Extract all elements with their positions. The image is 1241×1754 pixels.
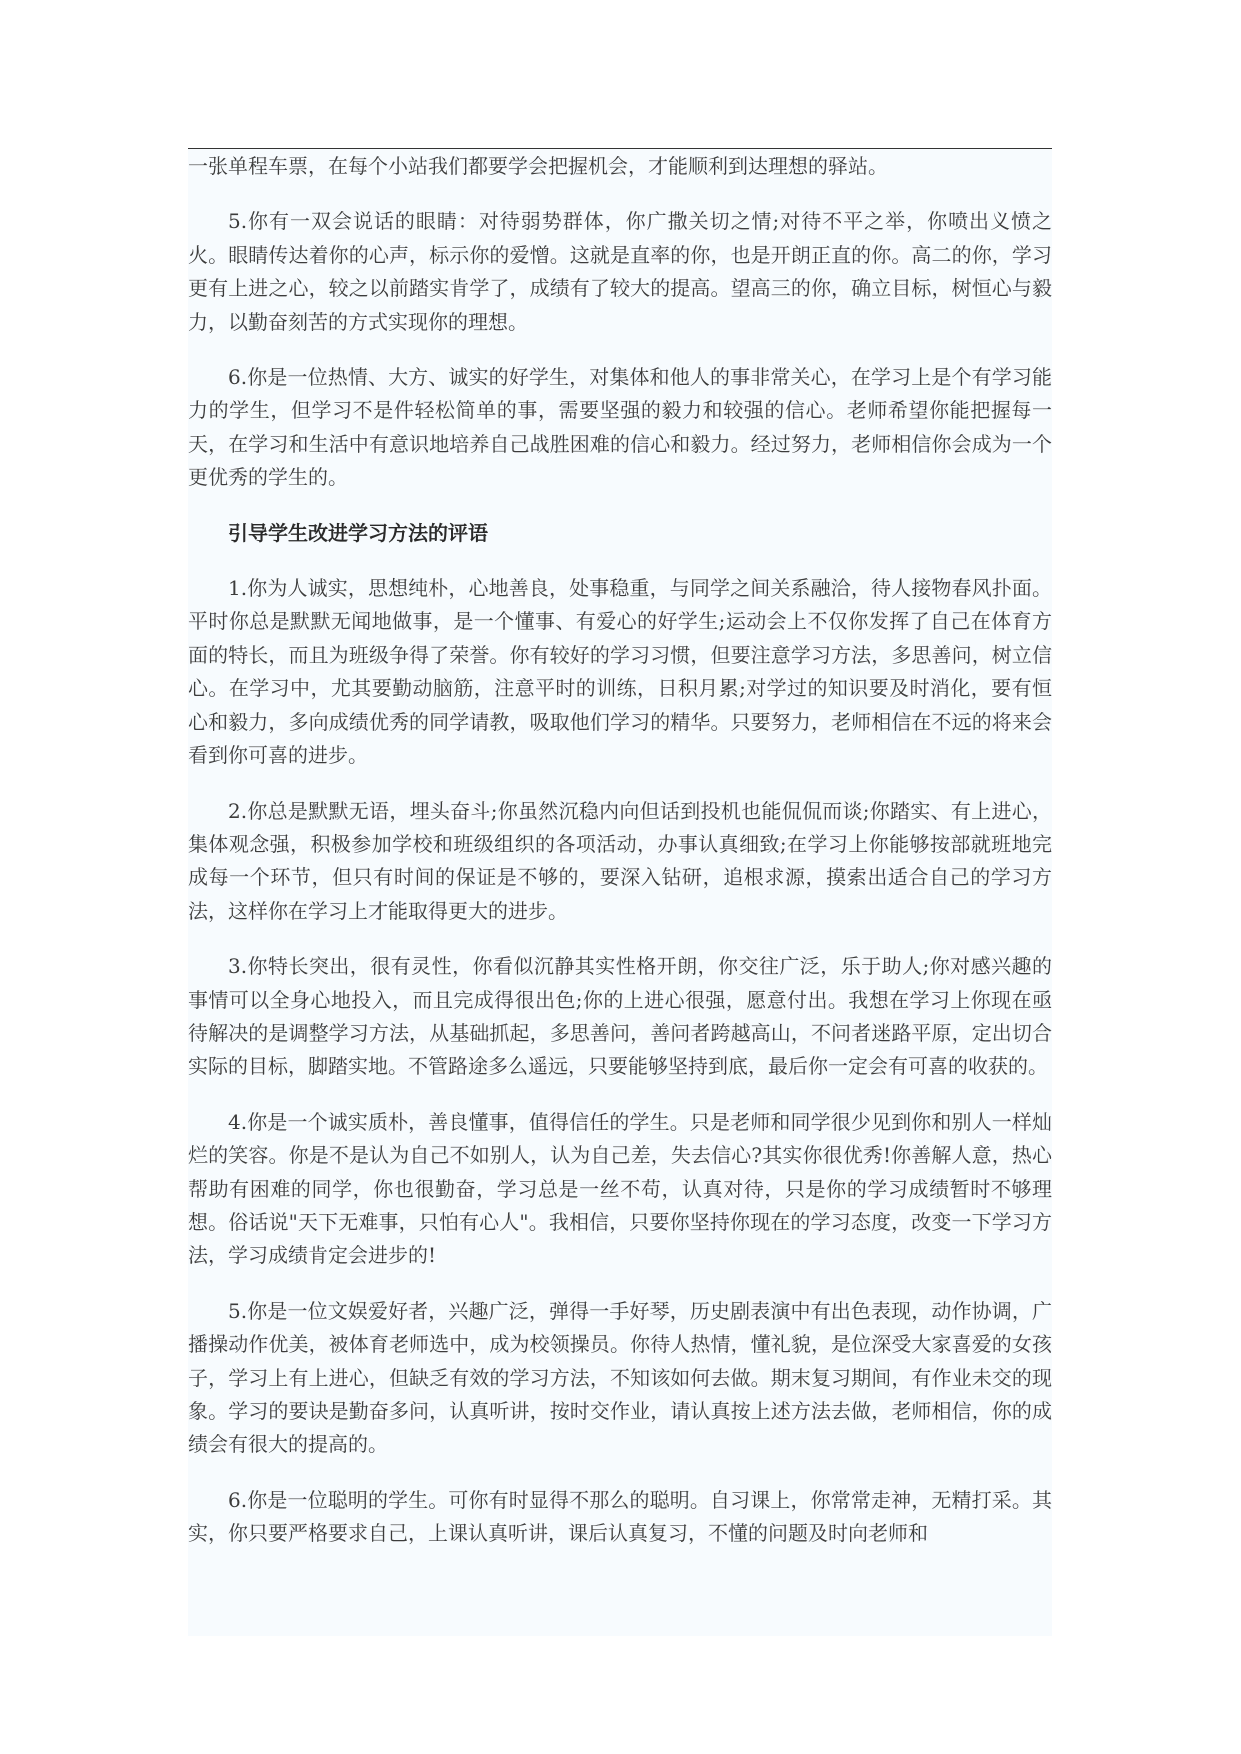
method-comment-paragraph-1: 1.你为人诚实，思想纯朴，心地善良，处事稳重，与同学之间关系融洽，待人接物春风扑面。平时你总是默默无闻地做事，是一个懂事、有爱心的好学生;运动会上不仅你发挥了自己在体育方面的特长，而且为班级争得了荣誉。你有较好的学习习惯，但要注意学习方法，多思善问，树立信心。在学习中，尤其要勤动脑筋，注意平时的训练，日积月累;对学过的知识要及时消化，要有恒心和毅力，多向成绩优秀的同学请教，吸取他们学习的精华。只要努力，老师相信在不远的将来会看到你可喜的进步。 — [188, 576, 1052, 768]
method-comment-paragraph-4: 4.你是一个诚实质朴，善良懂事，值得信任的学生。只是老师和同学很少见到你和别人一样灿烂的笑容。你是不是认为自己不如别人，认为自己差，失去信心?其实你很优秀!你善解人意，热心帮助有困难的同学，你也很勤奋，学习总是一丝不苟，认真对待，只是你的学习成绩暂时不够理想。俗话说"天下无难事，只怕有心人"。我相信，只要你坚持你现在的学习态度，改变一下学习方法，学习成绩肯定会进步的! — [188, 1109, 1052, 1268]
document-body — [188, 150, 1052, 1573]
top-divider-line — [188, 148, 1052, 149]
method-comment-paragraph-6: 6.你是一位聪明的学生。可你有时显得不那么的聪明。自习课上，你常常走神，无精打采。其实，你只要严格要求自己，上课认真听讲，课后认真复习，不懂的问题及时向老师和 — [188, 1487, 1052, 1546]
section-heading: 引导学生改进学习方法的评语 — [228, 520, 488, 545]
comment-paragraph-6: 6.你是一位热情、大方、诚实的好学生，对集体和他人的事非常关心，在学习上是个有学习能力的学生，但学习不是件轻松简单的事，需要坚强的毅力和较强的信心。老师希望你能把握每一天，在学习和生活中有意识地培养自己战胜困难的信心和毅力。经过努力，老师相信你会成为一个更优秀的学生的。 — [188, 365, 1052, 490]
continuation-paragraph: 一张单程车票，在每个小站我们都要学会把握机会，才能顺利到达理想的驿站。 — [188, 154, 888, 178]
comment-paragraph-5: 5.你有一双会说话的眼睛：对待弱势群体，你广撒关切之情;对待不平之举，你喷出义愤之火。眼睛传达着你的心声，标示你的爱憎。这就是直率的你，也是开朗正直的你。高二的你，学习更有上进之心，较之以前踏实肯学了，成绩有了较大的提高。望高三的你，确立目标，树恒心与毅力，以勤奋刻苦的方式实现你的理想。 — [188, 209, 1052, 334]
method-comment-paragraph-5: 5.你是一位文娱爱好者，兴趣广泛，弹得一手好琴，历史剧表演中有出色表现，动作协调，广播操动作优美，被体育老师选中，成为校领操员。你待人热情，懂礼貌，是位深受大家喜爱的女孩子，学习上有上进心，但缺乏有效的学习方法，不知该如何去做。期末复习期间，有作业未交的现象。学习的要诀是勤奋多问，认真听讲，按时交作业，请认真按上述方法去做，老师相信，你的成绩会有很大的提高的。 — [188, 1298, 1052, 1457]
method-comment-paragraph-3: 3.你特长突出，很有灵性，你看似沉静其实性格开朗，你交往广泛，乐于助人;你对感兴趣的事情可以全身心地投入，而且完成得很出色;你的上进心很强，愿意付出。我想在学习上你现在亟待解决的是调整学习方法，从基础抓起，多思善问，善问者跨越高山，不问者迷路平原，定出切合实际的目标，脚踏实地。不管路途多么遥远，只要能够坚持到底，最后你一定会有可喜的收获的。 — [188, 954, 1052, 1079]
method-comment-paragraph-2: 2.你总是默默无语，埋头奋斗;你虽然沉稳内向但话到投机也能侃侃而谈;你踏实、有上进心，集体观念强，积极参加学校和班级组织的各项活动，办事认真细致;在学习上你能够按部就班地完成每一个环节，但只有时间的保证是不够的，要深入钻研，追根求源，摸索出适合自己的学习方法，这样你在学习上才能取得更大的进步。 — [188, 798, 1052, 923]
